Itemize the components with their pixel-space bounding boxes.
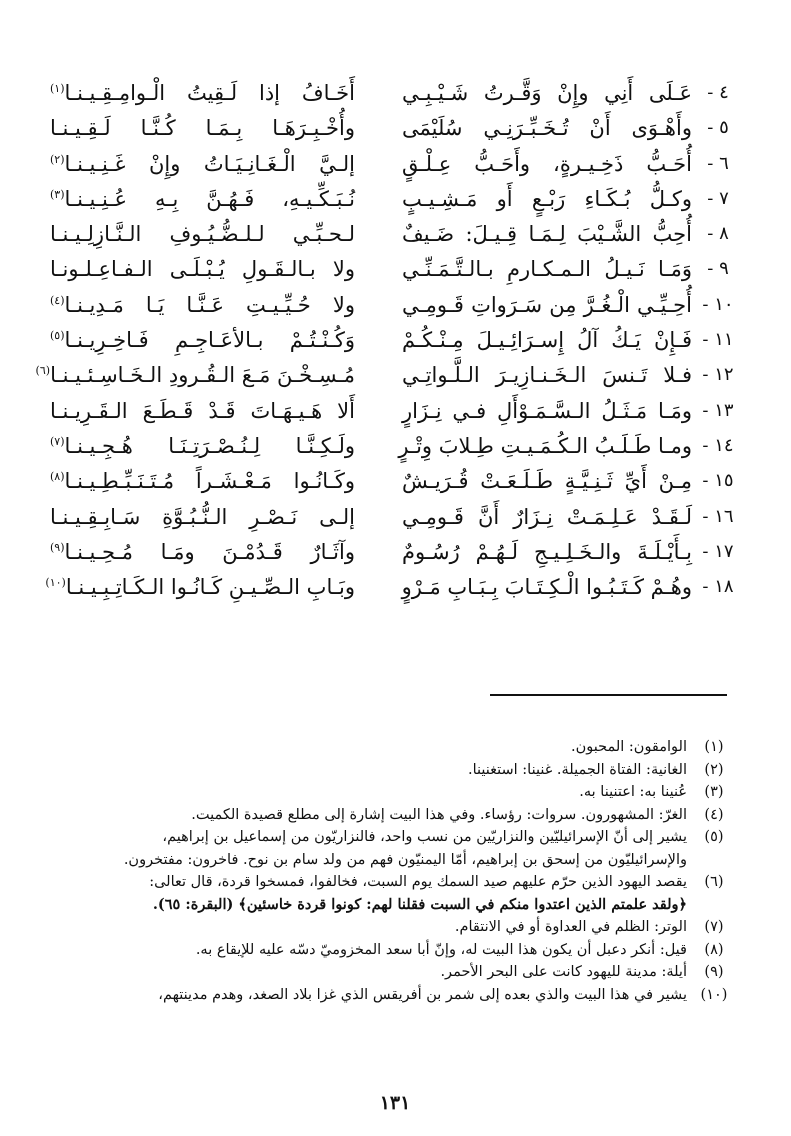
verse-second-hemistich [50, 466, 355, 496]
verse-second-text: وبَـابِ الـصِّـيـنِ كَـانُـوا الـكَـاتِـبِـيـنـا [65, 575, 355, 600]
verse-first-hemistich: عَـلَى أَنِي وإِنْ وَقَّـرتُ شَـيْـبِـي [402, 81, 692, 105]
verse-second-hemistich [50, 502, 355, 532]
verse-row [45, 572, 740, 607]
verse-second-hemistich [50, 113, 355, 143]
footnote-item [58, 804, 733, 827]
verse-row [50, 431, 740, 466]
footnote-marker: (١٠) [45, 576, 66, 590]
verse-second-text: وأُخْـبِـرَهَـا بِـمَـا كُـنَّـا لَـقِـيـنـا [50, 116, 355, 141]
footnote-item [58, 939, 733, 962]
footnote-marker: (٣) [50, 187, 65, 201]
footnote-item [58, 961, 733, 984]
footnote-number: (٧) [704, 919, 724, 935]
verse-first-hemistich: مِـنْ أَيِّ ثَـنِـيَّـةٍ طَـلَـعَـتْ قُـرَيـشٌ [402, 469, 692, 494]
footnote-text [58, 961, 687, 984]
verse-first-hemistich: لَـقَـدْ عَـلِـمَـتْ نِـزَارٌ أَنَّ قَـومِـي [402, 504, 692, 529]
footnote-line: يقصد اليهود الذين حرّم عليهم صيد السمك يوم السبت، فخالفوا، فمسخوا قردة، قال تعالى: [149, 874, 687, 890]
verse-second-text: مُـسِـخْـنَ مَـعَ الـقُـرودِ الـخَـاسِـئـيـنـا [50, 363, 355, 388]
footnote-number: (٤) [704, 806, 724, 823]
verse-first-hemistich: وَمَـا نَـيـلُ الـمـكـارمِ بـالـتَّـمَـنِّـي [402, 257, 692, 282]
verse-number: ١٥ - [702, 470, 734, 492]
verse-second-hemistich [50, 149, 355, 179]
footnote-item [58, 781, 733, 804]
footnote-line: قيل: أنكر دعبل أن يكون هذا البيت له، وإنّ أبا سعد المخزوميّ دسّه عليه للإيقاع به. [195, 941, 687, 958]
footnote-text [58, 759, 687, 782]
footnote-number: (٣) [704, 784, 724, 800]
verse-second-hemistich [50, 78, 355, 108]
footnote-line: يشير في هذا البيت والذي بعده إلى شمر بن أفريقس الذي غزا بلاد الصغد، وهدم مدينتهم، [158, 986, 687, 1003]
verse-second-text: ولا حُـيِّـيـتِ عَـنَّـا يَـا مَـدِيـنـا [64, 292, 355, 317]
verse-first-hemistich: أُحِـيِّـي الْـغُـرَّ مِن سَـرَواتِ قَـومِـي [402, 292, 692, 317]
verse-row [50, 254, 740, 289]
footnote-number: (١) [704, 739, 724, 755]
verse-row [50, 325, 740, 360]
footnote-text [58, 916, 687, 939]
footnote-marker: (٢) [50, 152, 65, 166]
verse-row [50, 466, 740, 501]
verse-first-hemistich: وأَهْـوَى أَنْ تُـخَـبِّـرَنِـي سُلَيْمَى [402, 116, 692, 141]
footnote-number: (٦) [704, 874, 724, 890]
verse-row [50, 502, 740, 537]
footnote-text [58, 804, 687, 827]
footnote-line: أيلة: مدينة لليهود كانت على البحر الأحمر. [440, 964, 687, 980]
verse-second-text: نُـبَـكِّـيـهِ، فَـهُـنَّ بِـهِ عُـنِـيـنـا [64, 186, 355, 211]
verse-second-text: إلـيَّ الْـغَـانِـيَـاتُ وإِنْ غَـنِـيـنـا [64, 151, 355, 176]
verse-number: ١٧ - [702, 540, 734, 562]
footnote-line: والإسرائيليّون من إسحق بن إبراهيم، أمّا اليمنيّون فهم من ولد سام بن نوح. فاخرون: مفتخرون. [123, 851, 687, 868]
verse-number: ١١ - [702, 329, 734, 351]
footnote-marker: (١) [50, 82, 65, 95]
footnote-text [58, 736, 687, 759]
verse-second-text: إلـى نَـصْـرِ الـنُّـبُـوَّةِ سَـابِـقِـيـنـا [50, 504, 355, 529]
footnote-number: (١٠) [700, 986, 728, 1003]
footnote-marker: (٦) [35, 364, 51, 378]
verse-first-hemistich: وهُـمْ كَـتَـبُـوا الْـكِـتَـابَ بِـبَـابِ مَـرْوٍ [401, 575, 692, 600]
verse-first-hemistich: أُحَـبُّ ذَخِـيـرةٍ، وأَحَـبُّ عِـلْـقٍ [402, 151, 692, 176]
verse-second-hemistich [50, 325, 355, 355]
footnote-text [58, 984, 687, 1007]
verse-row [35, 360, 740, 395]
verse-number: ٦ - [707, 152, 729, 174]
footnote-marker: (٧) [50, 434, 65, 448]
verse-number: ٧ - [707, 187, 729, 209]
verse-number: ١٦ - [702, 505, 734, 527]
footnotes [58, 736, 733, 1006]
footnote-number: (٥) [704, 829, 724, 845]
footnote-number: (٨) [704, 941, 724, 958]
verse-second-hemistich [50, 219, 355, 249]
footnote-item [58, 916, 733, 939]
footnote-line: الغرّ: المشهورون. سروات: رؤساء. وفي هذا البيت إشارة إلى مطلع قصيدة الكميت. [191, 806, 687, 823]
footnote-divider [490, 694, 727, 696]
footnote-marker: (٤) [50, 293, 65, 307]
footnote-text [58, 826, 687, 871]
footnote-marker: (٨) [50, 470, 65, 484]
verse-row [50, 537, 740, 572]
verse-second-hemistich [50, 431, 355, 461]
verse-number: ٨ - [707, 223, 729, 245]
verse-second-text: ولا بـالـقَـولِ يُـبْـلَـى الـفـاعِـلـونـا [50, 257, 355, 282]
footnote-marker: (٩) [50, 540, 65, 554]
verse-first-hemistich: أُحِبُّ الشَّـيْبَ لِـمَـا قِـيـلَ: ضَـيفٌ [402, 222, 692, 247]
verse-second-text: ولَـكِـنَّـا لِـنُـصْـرَتِـنَـا هُـجِـيـنـا [64, 433, 355, 458]
verse-first-hemistich: وكـلُّ بُـكَـاءِ رَبْـعٍ أَو مَـشِـيـبٍ [402, 186, 692, 211]
verse-second-text: أَخَـافُ إذا لَـقِيتُ الْـوامِـقِـيـنـا [64, 81, 355, 105]
verse-second-hemistich [35, 360, 355, 390]
verse-number: ٤ - [707, 82, 729, 103]
footnote-line: يشير إلى أنّ الإسرائيليّين والنزاريّين من نسب واحد، فالنزاريّون من إسماعيل بن إبراهيم، [162, 829, 687, 845]
verse-number: ١٤ - [702, 434, 734, 456]
footnote-line: الغانية: الفتاة الجميلة. غنينا: استغنينا. [467, 761, 687, 778]
verse-second-text: وآثَـارٌ قَـدُمْـنَ ومَـا مُـحِـيـنـا [64, 539, 355, 564]
verse-number: ١٨ - [702, 576, 734, 598]
verse-second-hemistich [50, 254, 355, 284]
page-number: ١٣١ [379, 1092, 411, 1114]
footnote-item [58, 759, 733, 782]
verse-row [50, 219, 740, 254]
footnote-line: عُنينا به: اعتنينا به. [579, 784, 687, 800]
verse-row [50, 149, 740, 184]
verse-row [50, 113, 740, 148]
footnote-item [58, 736, 733, 759]
verse-number: ١٢ - [702, 364, 734, 386]
quran-quote: ﴿ولقد علمتم الذين اعتدوا منكم في السبت فقلنا لهم: كونوا قردة خاسئين﴾ (البقرة: ٦٥). [152, 895, 687, 913]
verse-second-text: وَكُـنْـتُـمْ بـالأعَـاجِـمِ فَـاخِـرِيـنـا [64, 328, 355, 353]
verse-second-hemistich [50, 184, 355, 214]
verse-second-hemistich [50, 290, 355, 320]
verse-number: ٩ - [707, 258, 729, 280]
footnote-item [58, 826, 733, 871]
verse-row [50, 78, 740, 113]
footnote-line: الوتر: الظلم في العداوة أو في الانتقام. [454, 919, 687, 935]
footnote-number: (٩) [704, 964, 724, 980]
verse-first-hemistich: فَـإِنْ يَـكُ آلُ إِسـرَائِـيـلَ مِـنْـكُـمْ [402, 328, 692, 353]
verse-row [50, 290, 740, 325]
verse-first-hemistich: فـلا تَـنسَ الـخَـنـازِيـرَ الـلَّـواتِـي [402, 363, 692, 388]
poem-verses [35, 78, 740, 607]
verse-second-hemistich [45, 572, 355, 602]
footnote-marker: (٥) [50, 329, 65, 343]
footnote-number: (٢) [704, 761, 724, 778]
footnote-line: الوامقون: المحبون. [570, 739, 687, 755]
verse-second-text: أَلا هَـيـهَـاتَ قَـدْ قَـطَـعَ الـقَـرِيـنـا [50, 398, 355, 423]
verse-row [50, 396, 740, 431]
verse-second-hemistich [50, 396, 355, 426]
verse-second-text: لـحـبِّـي لـلـضُّـيُـوفِ الـنَّـازِلِـيـنـا [50, 222, 355, 247]
footnote-item [58, 984, 733, 1007]
verse-second-hemistich [50, 537, 355, 567]
verse-number: ٥ - [707, 117, 729, 139]
verse-row [50, 184, 740, 219]
verse-first-hemistich: بِـأَيْـلَـةَ والـخَـلِـيـجِ لَـهُـمْ رُسُـومٌ [402, 539, 692, 564]
verse-second-text: وكَـانُـوا مَـعْـشَـراً مُـتَـنَـبِّـطِـيـنـا [64, 469, 355, 494]
footnote-item [58, 871, 733, 916]
footnote-text [58, 781, 687, 804]
verse-first-hemistich: ومـا طَـلَـبُ الـكُـمَـيـتِ طِـلابَ وِتْـرٍ [398, 433, 692, 458]
verse-first-hemistich: ومَـا مَـثَـلُ الـسَّـمَـوْأَلِ فـي نِـزَارٍ [402, 398, 692, 423]
verse-number: ١٠ - [702, 293, 734, 315]
verse-number: ١٣ - [702, 399, 734, 421]
footnote-text [58, 871, 687, 916]
footnote-text [58, 939, 687, 962]
